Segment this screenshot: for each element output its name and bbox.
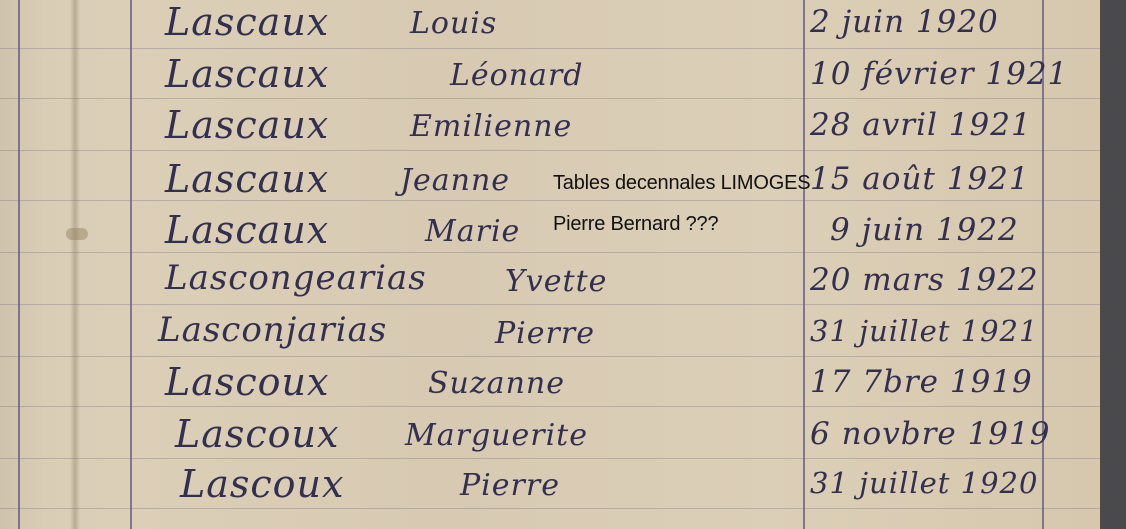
entry-birth-date: 31 juillet 1921 bbox=[810, 314, 1039, 348]
overlay-caption-title: Tables decennales LIMOGES bbox=[553, 172, 811, 194]
entry-surname: Lasconjarias bbox=[158, 310, 388, 350]
entry-surname: Lascaux bbox=[165, 208, 330, 252]
register-entry bbox=[0, 208, 1100, 260]
entry-birth-date: 9 juin 1922 bbox=[830, 212, 1019, 248]
entry-surname: Lascoux bbox=[175, 412, 340, 456]
entry-surname: Lascaux bbox=[165, 157, 330, 201]
entry-birth-date: 6 novbre 1919 bbox=[810, 416, 1051, 452]
entry-surname: Lascongearias bbox=[165, 258, 427, 298]
entry-given-name: Marie bbox=[425, 214, 521, 249]
register-entry bbox=[0, 310, 1100, 362]
register-entry bbox=[0, 412, 1100, 464]
entry-surname: Lascaux bbox=[165, 52, 330, 96]
entry-surname: Lascoux bbox=[180, 462, 345, 506]
entry-surname: Lascaux bbox=[165, 0, 330, 44]
register-entry bbox=[0, 462, 1100, 514]
entry-given-name: Yvette bbox=[505, 264, 608, 299]
register-entry bbox=[0, 258, 1100, 310]
entry-birth-date: 17 7bre 1919 bbox=[810, 364, 1033, 400]
entry-given-name: Suzanne bbox=[428, 366, 565, 401]
entry-birth-date: 15 août 1921 bbox=[810, 161, 1030, 197]
entry-birth-date: 31 juillet 1920 bbox=[810, 466, 1039, 500]
overlay-caption-author: Pierre Bernard ??? bbox=[553, 213, 719, 235]
entry-given-name: Léonard bbox=[450, 58, 584, 93]
entry-given-name: Jeanne bbox=[400, 163, 511, 198]
entry-birth-date: 20 mars 1922 bbox=[810, 262, 1039, 298]
entry-given-name: Louis bbox=[410, 6, 498, 41]
entry-birth-date: 2 juin 1920 bbox=[810, 4, 999, 40]
entry-given-name: Emilienne bbox=[410, 109, 573, 144]
entry-given-name: Pierre bbox=[460, 468, 560, 503]
entry-birth-date: 28 avril 1921 bbox=[810, 107, 1032, 143]
register-entry bbox=[0, 52, 1100, 104]
entry-given-name: Marguerite bbox=[405, 418, 588, 453]
register-entry bbox=[0, 103, 1100, 155]
entry-surname: Lascoux bbox=[165, 360, 330, 404]
register-entry bbox=[0, 0, 1100, 52]
register-entry bbox=[0, 360, 1100, 412]
entry-given-name: Pierre bbox=[495, 316, 595, 351]
entry-birth-date: 10 février 1921 bbox=[810, 56, 1069, 92]
entry-surname: Lascaux bbox=[165, 103, 330, 147]
register-entry bbox=[0, 157, 1100, 209]
scan-edge bbox=[1100, 0, 1126, 529]
